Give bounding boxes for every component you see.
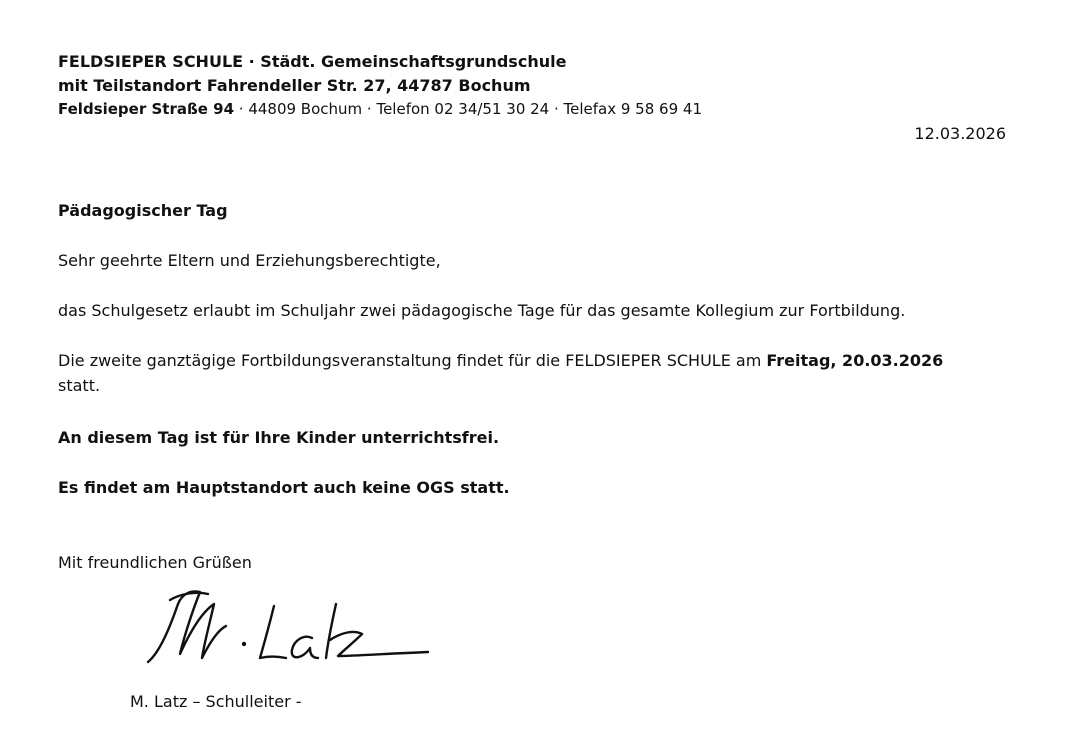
school-type: Städt. Gemeinschaftsgrundschule: [260, 52, 567, 71]
letterhead-line-1: [58, 50, 1018, 74]
letter-date: 12.03.2026: [914, 124, 1006, 143]
letterhead-street: Feldsieper Straße 94: [58, 100, 235, 118]
letterhead-address: [58, 98, 1018, 120]
signature-image: [140, 582, 440, 677]
school-name: FELDSIEPER SCHULE ·: [58, 52, 255, 71]
paragraph-2-text: Die zweite ganztägige Fortbildungsveranstaltung findet für die FELDSIEPER SCHULE am: [58, 351, 767, 370]
letterhead-contact: · 44809 Bochum · Telefon 02 34/51 30 24 · Telefax 9 58 69 41: [234, 100, 702, 118]
paragraph-2-line-2: statt.: [58, 376, 101, 395]
closing: Mit freundlichen Grüßen: [58, 553, 252, 572]
paragraph-2: [58, 348, 943, 398]
paragraph-1: das Schulgesetz erlaubt im Schuljahr zwei pädagogische Tage für das gesamte Kollegium zur Fortbildung.: [58, 301, 906, 320]
paragraph-2-line-1: [58, 348, 943, 373]
signer-name: M. Latz – Schulleiter -: [130, 692, 302, 711]
event-date: Freitag, 20.03.2026: [766, 351, 944, 370]
salutation: Sehr geehrte Eltern und Erziehungsberechtigte,: [58, 251, 441, 270]
letter-subject: Pädagogischer Tag: [58, 201, 228, 220]
letterhead: [58, 50, 1018, 120]
paragraph-4: Es findet am Hauptstandort auch keine OGS statt.: [58, 478, 510, 497]
letterhead-branch: mit Teilstandort Fahrendeller Str. 27, 44787 Bochum: [58, 76, 531, 95]
paragraph-3: An diesem Tag ist für Ihre Kinder unterrichtsfrei.: [58, 428, 500, 447]
